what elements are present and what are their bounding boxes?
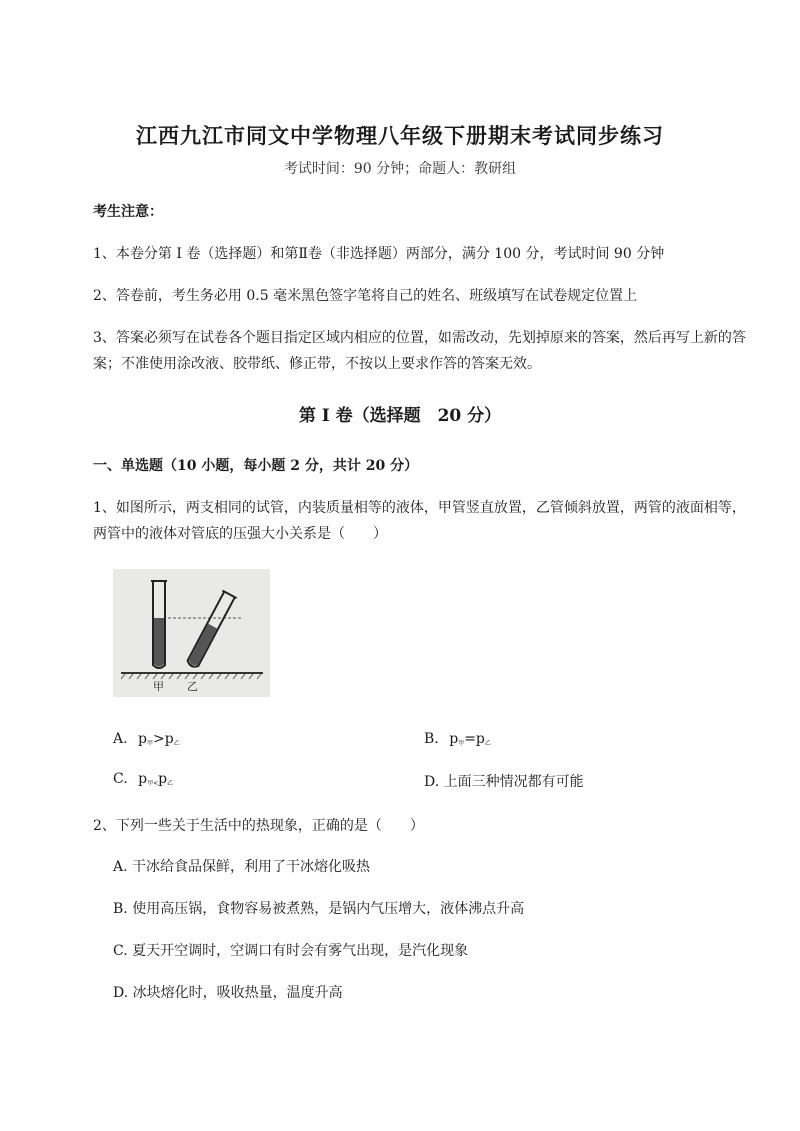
notice-item-3: 3、答案必须写在试卷各个题目指定区域内相应的位置，如需改动，先划掉原来的答案，然后再写上新的答案；不准使用涂改液、胶带纸、修正带，不按以上要求作答的答案无效。 [93, 330, 746, 372]
option-a-p2: p [164, 731, 174, 747]
option-a-p1: p [138, 731, 147, 747]
option-b-prefix: B. [424, 731, 439, 747]
option-c-op: < [153, 780, 159, 787]
option-b-p2: p [475, 731, 485, 747]
option-b-sub2: 乙 [484, 740, 491, 747]
option-a-op: > [153, 731, 165, 747]
option-c-p1: p [138, 771, 148, 787]
document-title: 江西九江市同文中学物理八年级下册期末考试同步练习 [136, 123, 664, 148]
test-tube-diagram [113, 569, 270, 697]
q2-option-b[interactable]: B. 使用高压锅，食物容易被煮熟，是锅内气压增大，液体沸点升高 [113, 901, 525, 917]
label-yi: 乙 [187, 680, 198, 693]
option-c-prefix: C. [113, 771, 128, 787]
label-jia: 甲 [153, 680, 164, 693]
option-b-sub1: 甲 [458, 740, 465, 747]
q2-option-a[interactable]: A. 干冰给食品保鲜，利用了干冰熔化吸热 [113, 859, 371, 875]
figure-background [113, 569, 270, 697]
q1-option-c[interactable] [113, 771, 173, 787]
q1-option-d[interactable]: D. 上面三种情况都有可能 [424, 774, 584, 790]
option-b-op: = [464, 731, 476, 747]
q2-option-d[interactable]: D. 冰块熔化时，吸收热量，温度升高 [113, 985, 343, 1001]
notice-heading: 考生注意： [93, 204, 163, 220]
part-heading: 一、单选题（10 小题，每小题 2 分，共计 20 分） [93, 458, 419, 474]
notice-item-2: 2、答卷前，考生务必用 0.5 毫米黑色签字笔将自己的姓名、班级填写在试卷规定位置上 [93, 288, 638, 304]
question-2-stem: 2、下列一些关于生活中的热现象，正确的是（ ） [93, 818, 424, 834]
test-tube-figure [113, 569, 270, 697]
option-b-p1: p [449, 731, 459, 747]
notice-item-1: 1、本卷分第 I 卷（选择题）和第Ⅱ卷（非选择题）两部分，满分 100 分，考试时间 90 分钟 [93, 246, 665, 262]
option-c-p2: p [158, 771, 168, 787]
document-subtitle: 考试时间：90 分钟；命题人：教研组 [283, 161, 517, 177]
option-a-sub2: 乙 [173, 740, 180, 747]
option-c-sub1: 甲 [147, 780, 154, 787]
option-c-sub2: 乙 [167, 780, 174, 787]
q1-option-a[interactable] [113, 731, 180, 747]
section-title: 第 I 卷（选择题 20 分） [298, 406, 502, 426]
q2-option-c[interactable]: C. 夏天开空调时，空调口有时会有雾气出现，是汽化现象 [113, 943, 469, 959]
option-a-sub1: 甲 [146, 740, 153, 747]
q1-option-b[interactable] [424, 731, 491, 747]
option-a-prefix: A. [113, 731, 128, 747]
question-1-stem: 1、如图所示，两支相同的试管，内装质量相等的液体，甲管竖直放置，乙管倾斜放置，两管的液面相等，两管中的液体对管底的压强大小关系是（ ） [93, 500, 746, 542]
